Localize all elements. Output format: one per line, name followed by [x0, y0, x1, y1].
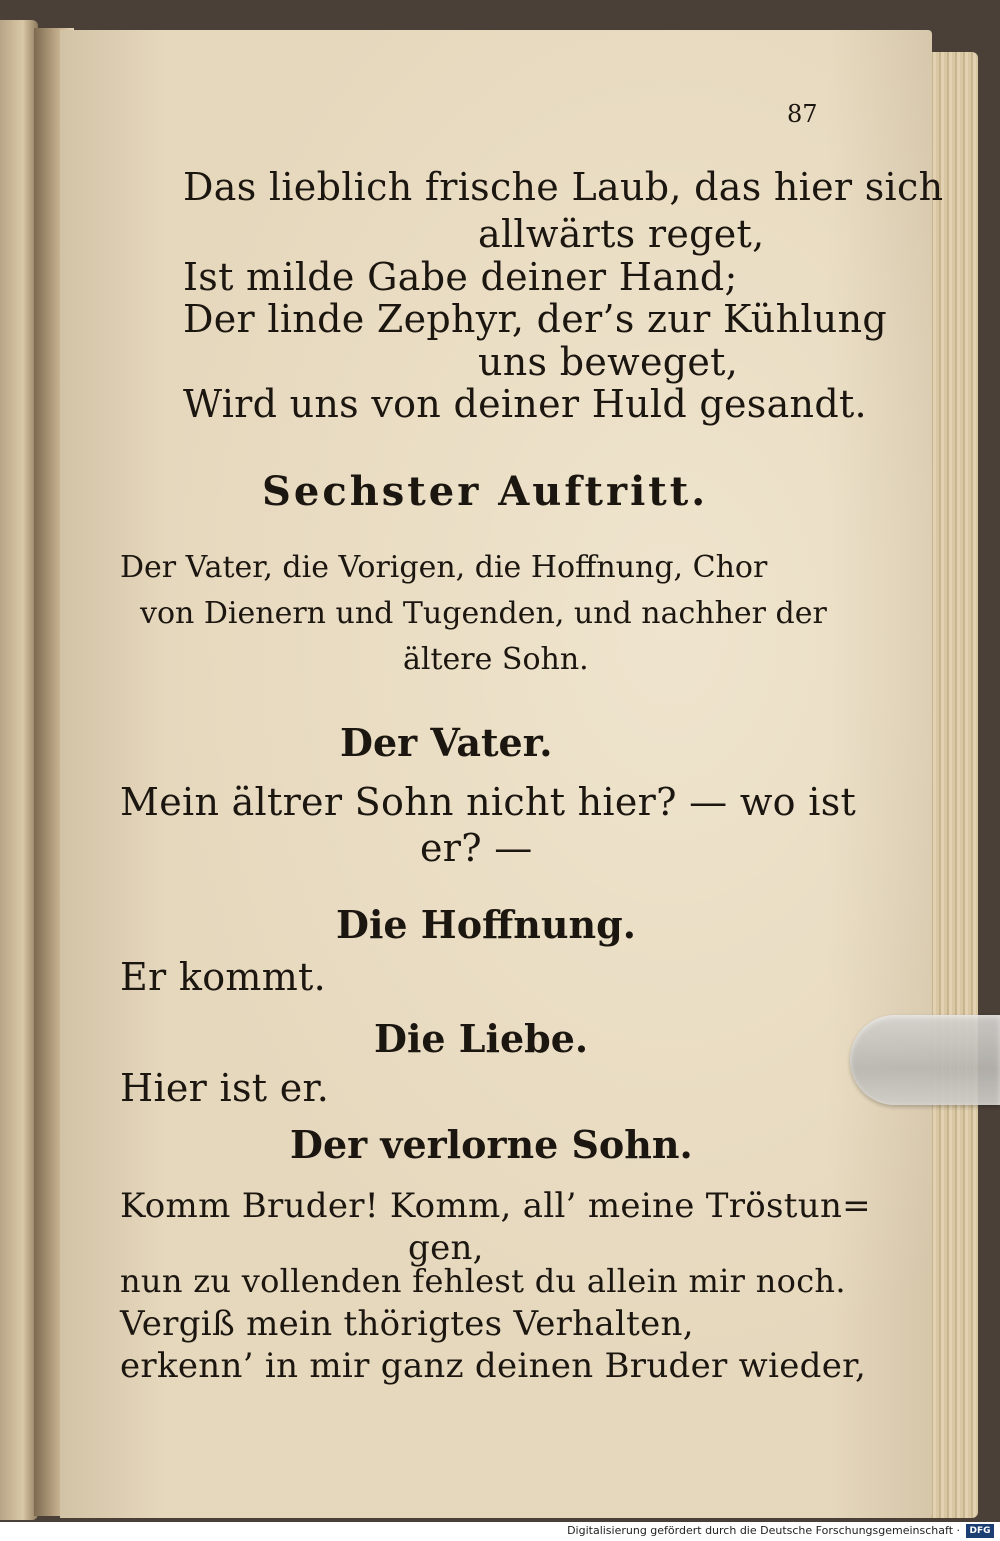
left-page-edge — [0, 20, 38, 1520]
dialogue-line: nun zu vollenden fehlest du allein mir noch. — [120, 1262, 846, 1300]
stage-direction-line: von Dienern und Tugenden, und nachher der — [140, 596, 827, 631]
stage-direction-line: ältere Sohn. — [403, 642, 589, 677]
verse-line: Ist milde Gabe deiner Hand; — [183, 255, 738, 299]
verse-line: Wird uns von deiner Huld gesandt. — [183, 382, 867, 426]
stage-direction-line: Der Vater, die Vorigen, die Hoffnung, Chor — [120, 550, 768, 585]
footer-bar — [0, 1522, 1000, 1541]
speaker-name: Die Hoffnung. — [336, 902, 636, 947]
verse-line: Der linde Zephyr, der’s zur Kühlung — [183, 297, 887, 341]
verse-line: allwärts reget, — [478, 212, 765, 256]
dialogue-line: Hier ist er. — [120, 1066, 330, 1110]
dialogue-line: Er kommt. — [120, 955, 327, 999]
dialogue-line: er? — — [420, 826, 533, 870]
funding-credit: Digitalisierung gefördert durch die Deutsche Forschungsgemeinschaft · — [567, 1524, 960, 1537]
dialogue-line: Komm Bruder! Komm, all’ meine Tröstun= — [120, 1186, 871, 1226]
speaker-name: Der Vater. — [340, 720, 553, 765]
page-number: 87 — [787, 100, 818, 128]
dialogue-line: Vergiß mein thörigtes Verhalten, — [120, 1304, 694, 1344]
speaker-name: Die Liebe. — [374, 1016, 589, 1061]
speaker-name: Der verlorne Sohn. — [290, 1122, 693, 1167]
scene-heading: Sechster Auftritt. — [262, 468, 709, 515]
verse-line: Das lieblich frische Laub, das hier sich — [183, 165, 944, 209]
dfg-logo: DFG — [966, 1524, 994, 1538]
dialogue-line: Mein ältrer Sohn nicht hier? — wo ist — [120, 780, 857, 824]
verse-line: uns beweget, — [478, 340, 739, 384]
dialogue-line: erkenn’ in mir ganz deinen Bruder wieder, — [120, 1346, 867, 1386]
page-clip — [850, 1015, 1000, 1105]
dialogue-line: gen, — [408, 1228, 484, 1268]
